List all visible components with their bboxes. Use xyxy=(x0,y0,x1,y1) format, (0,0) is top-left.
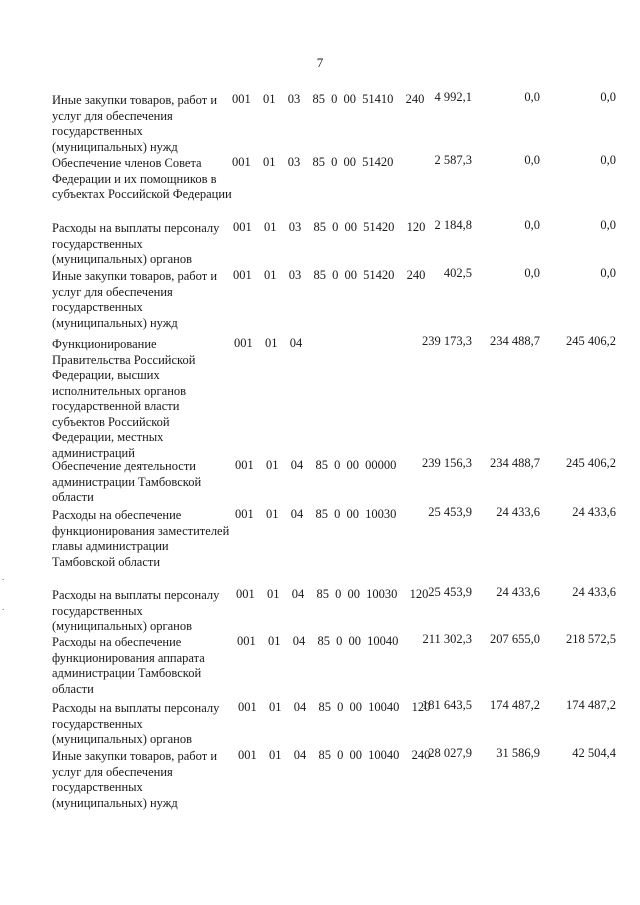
row-value-2: 0,0 xyxy=(524,218,540,232)
row-code: 001 01 03 85 0 00 51420 120 xyxy=(233,220,426,234)
row-name: Иные закупки товаров, работ и услуг для обеспечения государственных (муниципальных) нужд xyxy=(52,93,218,154)
row-value-1: 2 587,3 xyxy=(434,153,472,167)
row-value-1: 211 302,3 xyxy=(422,632,472,646)
row-name: Расходы на выплаты персоналу государственных (муниципальных) органов xyxy=(52,221,220,266)
row-code: 001 01 04 85 0 00 10040 xyxy=(237,634,399,648)
row-value-1: 239 173,3 xyxy=(422,334,472,348)
row-name: Иные закупки товаров, работ и услуг для обеспечения государственных (муниципальных) нужд xyxy=(52,269,218,330)
row-value-2: 207 655,0 xyxy=(490,632,540,646)
row-value-2: 0,0 xyxy=(524,90,540,104)
row-value-2: 24 433,6 xyxy=(496,585,540,599)
row-value-3: 0,0 xyxy=(600,218,616,232)
row-value-1: 28 027,9 xyxy=(428,746,472,760)
row-value-3: 24 433,6 xyxy=(572,585,616,599)
row-value-3: 0,0 xyxy=(600,153,616,167)
row-value-2: 0,0 xyxy=(524,266,540,280)
row-value-3: 42 504,4 xyxy=(572,746,616,760)
row-value-3: 0,0 xyxy=(600,90,616,104)
row-name: Иные закупки товаров, работ и услуг для обеспечения государственных (муниципальных) нужд xyxy=(52,749,218,810)
row-value-3: 218 572,5 xyxy=(566,632,616,646)
row-value-1: 239 156,3 xyxy=(422,456,472,470)
row-code: 001 01 03 85 0 00 51420 xyxy=(232,155,394,169)
row-name: Обеспечение деятельности администрации Тамбовской области xyxy=(52,459,202,504)
row-code: 001 01 04 xyxy=(234,336,303,350)
row-value-3: 174 487,2 xyxy=(566,698,616,712)
row-code: 001 01 04 85 0 00 10040 240 xyxy=(238,748,431,762)
row-value-3: 245 406,2 xyxy=(566,456,616,470)
row-value-3: 24 433,6 xyxy=(572,505,616,519)
row-value-1: 2 184,8 xyxy=(434,218,472,232)
row-name: Расходы на обеспечение функционирования аппарата администрации Тамбовской области xyxy=(52,635,205,696)
row-value-1: 4 992,1 xyxy=(434,90,472,104)
row-value-2: 0,0 xyxy=(524,153,540,167)
row-code: 001 01 03 85 0 00 51420 240 xyxy=(233,268,426,282)
row-name: Обеспечение членов Совета Федерации и их помощников в субъектах Российской Федерации xyxy=(52,156,232,201)
row-code: 001 01 03 85 0 00 51410 240 xyxy=(232,92,425,106)
row-value-3: 245 406,2 xyxy=(566,334,616,348)
row-value-2: 234 488,7 xyxy=(490,334,540,348)
page-number: 7 xyxy=(316,55,324,70)
row-value-2: 174 487,2 xyxy=(490,698,540,712)
row-name: Расходы на выплаты персоналу государственных (муниципальных) органов xyxy=(52,588,220,633)
row-value-1: 402,5 xyxy=(443,266,472,280)
row-name: Расходы на обеспечение функционирования заместителей главы администрации Тамбовской области xyxy=(52,508,230,569)
row-code: 001 01 04 85 0 00 10040 120 xyxy=(238,700,431,714)
row-code: 001 01 04 85 0 00 10030 xyxy=(235,507,397,521)
row-name: Расходы на выплаты персоналу государственных (муниципальных) органов xyxy=(52,701,220,746)
margin-mark: . xyxy=(2,602,5,612)
row-value-1: 181 643,5 xyxy=(422,698,472,712)
row-name: Функционирование Правительства Российской Федерации, высших исполнительных органов государственной власти субъектов Российской Федерации, местных администраций xyxy=(52,337,196,460)
margin-mark: . xyxy=(2,572,5,582)
row-value-2: 31 586,9 xyxy=(496,746,540,760)
row-code: 001 01 04 85 0 00 00000 xyxy=(235,458,397,472)
row-value-3: 0,0 xyxy=(600,266,616,280)
row-value-2: 234 488,7 xyxy=(490,456,540,470)
row-code: 001 01 04 85 0 00 10030 120 xyxy=(236,587,429,601)
row-value-2: 24 433,6 xyxy=(496,505,540,519)
row-value-1: 25 453,9 xyxy=(428,505,472,519)
row-value-1: 25 453,9 xyxy=(428,585,472,599)
